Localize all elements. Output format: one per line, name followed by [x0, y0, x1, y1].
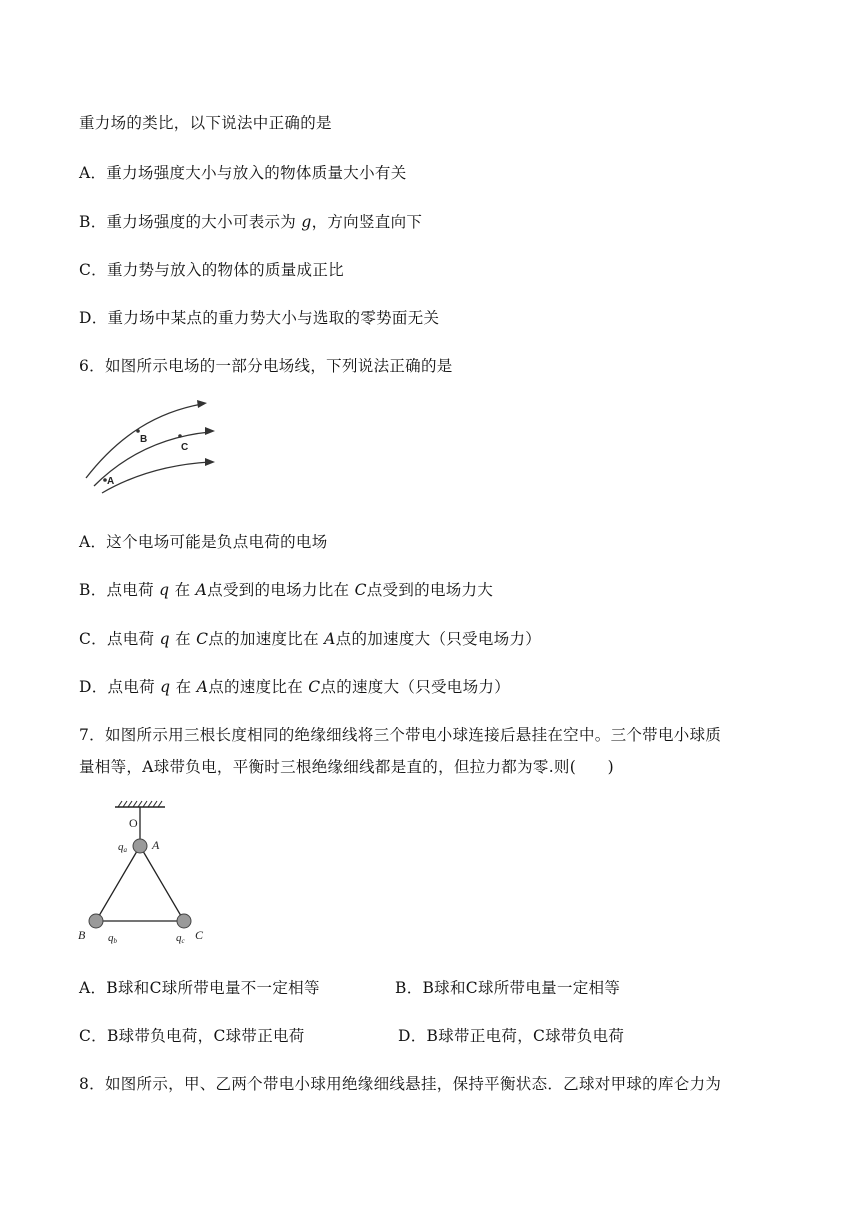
q7-stem-line1: 7．如图所示用三根长度相同的绝缘细线将三个带电小球连接后悬挂在空中。三个带电小球质 [79, 726, 722, 744]
point-c [178, 434, 182, 438]
label-a: A [152, 838, 160, 852]
q7-stem-line2: 量相等，A球带负电，平衡时三根绝缘细线都是直的，但拉力都为零.则( ) [79, 758, 615, 776]
ball-c [177, 914, 191, 928]
q6-option-a: A．这个电场可能是负点电荷的电场 [79, 533, 328, 551]
q7-option-c: C．B球带负电荷，C球带正电荷 [79, 1027, 305, 1045]
three-charged-balls-figure [70, 797, 220, 947]
label-b: B [78, 928, 86, 942]
q6-option-c: C．点电荷 q 在 C点的加速度比在 A点的加速度大（只受电场力） [79, 630, 542, 648]
arrowhead-middle [205, 427, 215, 435]
q7-option-d: D．B球带正电荷，C球带负电荷 [398, 1027, 625, 1045]
electric-field-lines-figure [80, 398, 230, 498]
label-b: B [140, 434, 148, 445]
thread-ac [140, 846, 184, 921]
ball-b [89, 914, 103, 928]
label-o: O [129, 816, 138, 830]
field-line-lower [102, 462, 210, 493]
thread-ab [96, 846, 140, 921]
q5-option-a: A．重力场强度大小与放入的物体质量大小有关 [79, 164, 407, 182]
point-b [136, 429, 140, 433]
label-qb: qb [108, 932, 117, 945]
q7-option-b: B．B球和C球所带电量一定相等 [395, 979, 621, 997]
label-c: C [181, 442, 189, 453]
q6-option-d: D．点电荷 q 在 A点的速度比在 C点的速度大（只受电场力） [79, 678, 511, 696]
arrowhead-upper [197, 400, 207, 408]
arrowhead-lower [205, 458, 215, 466]
q5-stem: 重力场的类比，以下说法中正确的是 [79, 114, 332, 132]
q7-option-a: A．B球和C球所带电量不一定相等 [79, 979, 320, 997]
label-qc: qc [176, 932, 185, 945]
q5-option-c: C．重力势与放入的物体的质量成正比 [79, 261, 344, 279]
label-qa: qa [118, 841, 127, 854]
q6-stem: 6．如图所示电场的一部分电场线，下列说法正确的是 [79, 357, 453, 375]
q8-stem: 8．如图所示，甲、乙两个带电小球用绝缘细线悬挂，保持平衡状态．乙球对甲球的库仑力为 [79, 1075, 722, 1093]
q5-option-b: B．重力场强度的大小可表示为 g，方向竖直向下 [79, 213, 423, 231]
ball-a [133, 839, 147, 853]
label-a: A [107, 476, 115, 487]
q6-option-b: B．点电荷 q 在 A点受到的电场力比在 C点受到的电场力大 [79, 581, 494, 599]
label-c: C [195, 928, 204, 942]
q5-option-d: D．重力场中某点的重力势大小与选取的零势面无关 [79, 309, 440, 327]
